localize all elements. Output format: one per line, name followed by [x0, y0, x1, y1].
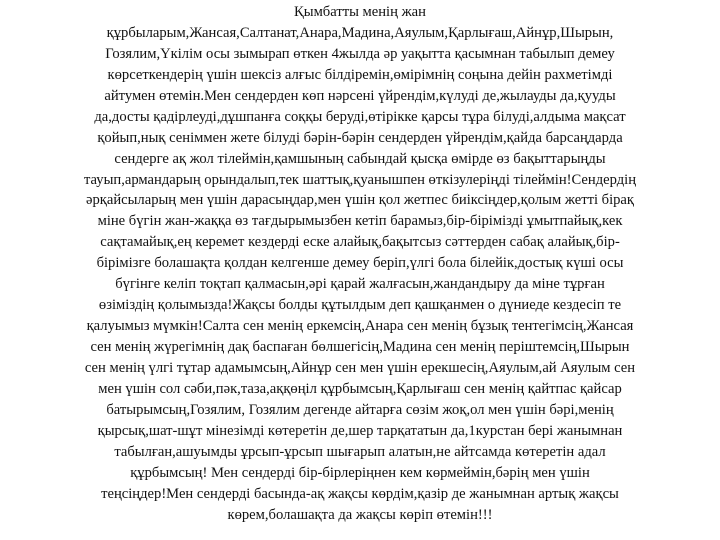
text-line: көрем,болашақта да жақсы көріп өтемін!!! [227, 506, 493, 523]
text-line: мен үшін сол сәби,пәк,таза,аққөңіл құрбымсың,Қарлығаш сен менің қайтпас қайсар [98, 380, 622, 397]
text-line: қырсық,шат-шұт мінезімді көтеретін де,шер тарқататын да,1курстан бері жанымнан [97, 422, 623, 439]
text-line: да,досты қадірлеуді,дұшпанға соққы беруді,өтірікке қарсы тұра білуді,алдыма мақсат [94, 108, 626, 125]
document-title: Қымбатты менің жан [294, 4, 426, 20]
text-line: әрқайсыларың мен үшін дарасыңдар,мен үшін қол жетпес биіксіңдер,қолым жетті бірақ [86, 192, 634, 209]
text-line: құрбымсың! Мен сендерді бір-бірлеріңнен кем көрмеймін,бәрің мен үшін [130, 464, 590, 481]
text-line: батырымсың,Гозялим, Гозялим дегенде айтарға сөзім жоқ,ол мен үшін бәрі,менің [106, 401, 614, 418]
text-line: көрсеткендерің үшін шексіз алғыс білдіремін,өмірімнің соңына дейін рахметімді [107, 66, 613, 83]
text-line: өзіміздің қолымызда!Жақсы болды құтылдым деп қашқанмен о дүниеде кездесіп те [98, 297, 622, 314]
text-line: Гозялим,Үкілім осы зымырап өткен 4жылда әр уақытта қасымнан табылып демеу [105, 45, 615, 62]
text-line: табылған,ашуымды ұрсып-ұрсып шығарып алатын,не айтсамда көтеретін адал [114, 443, 606, 460]
text-line: тауып,армандарың орындалып,тек шаттық,қуанышпен өткізулерiңді тілеймін!Сендердің [83, 171, 637, 188]
text-line: міне бүгін жан-жаққа өз тағдырымызбен кетіп барамыз,бір-бірімізді ұмытпайық,кек [97, 213, 623, 230]
text-line: сақтамайық,ең керемет кездерді еске алайық,бақытсыз сәттерден сабақ алайық,бір- [100, 234, 620, 251]
text-line: сендерге ақ жол тілеймін,қамшының сабындай қысқа өмірде өз бақыттарыңды [114, 150, 606, 167]
text-line: сен менің жүрегімнің дақ баспаған бөлшегісің,Мадина сен менің періштемсің,Шырын [90, 339, 630, 355]
document-page [16, 2, 704, 538]
text-line: бүгінге келіп тоқтап қалмасын,әрі қарай жалғасын,жандандыру да міне тұрған [115, 276, 605, 293]
text-line: теңсіңдер!Мен сендерді басында-ақ жақсы көрдім,қазір де жанымнан артық жақсы [101, 485, 619, 502]
text-line: айтумен өтемін.Мен сендерден көп нәрсені үйрендім,күлуді де,жылауды да,қууды [104, 87, 616, 104]
text-line: сен менің үлгі тұтар адамымсың,Айнұр сен мен үшін ерекшесің,Аяулым,ай Аяулым сен [84, 359, 636, 376]
text-line: құрбыларым,Жансая,Салтанат,Анара,Мадина,Аяулым,Қарлығаш,Айнұр,Шырын, [106, 24, 614, 41]
text-line: бірімізге болашақта қолдан келгенше демеу беріп,үлгі бола білейік,достық күші осы [96, 255, 624, 272]
text-line: қойып,нық сеніммен жете білуді бәрін-бәрін сендерден үйрендім,қайда барсаңдарда [97, 129, 623, 146]
text-line: қалуымыз мүмкін!Салта сен менің еркемсің,Анара сен менің бұзық тентегімсің,Жансая [86, 318, 634, 335]
